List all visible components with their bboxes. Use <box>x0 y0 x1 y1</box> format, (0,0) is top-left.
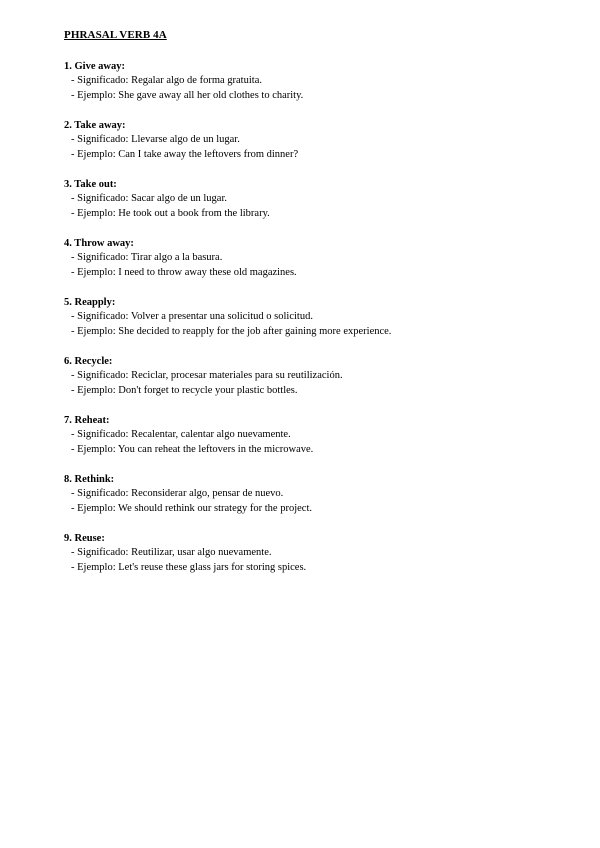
entry-meaning: - Significado: Regalar algo de forma gratuita. <box>71 75 262 86</box>
entry-meaning: - Significado: Reutilizar, usar algo nuevamente. <box>71 547 272 558</box>
entry-heading: 4. Throw away: <box>64 238 134 249</box>
document-title: PHRASAL VERB 4A <box>64 29 167 41</box>
entry-heading: 1. Give away: <box>64 61 125 72</box>
entry-example: - Ejemplo: She gave away all her old clothes to charity. <box>71 89 304 101</box>
entry-meaning: - Significado: Sacar algo de un lugar. <box>71 193 227 204</box>
entry-heading: 7. Reheat: <box>64 415 110 426</box>
entry-example: - Ejemplo: Can I take away the leftovers from dinner? <box>71 148 299 160</box>
phrasal-verb-entry-7 <box>64 414 564 457</box>
phrasal-verb-entry-9 <box>64 532 564 575</box>
entry-example: - Ejemplo: You can reheat the leftovers in the microwave. <box>71 443 314 455</box>
document-page <box>64 29 564 591</box>
entry-example: - Ejemplo: I need to throw away these old magazines. <box>71 266 297 278</box>
entry-heading: 5. Reapply: <box>64 297 116 308</box>
entry-example: - Ejemplo: Let's reuse these glass jars for storing spices. <box>71 561 307 573</box>
entry-meaning: - Significado: Tirar algo a la basura. <box>71 252 223 263</box>
phrasal-verb-entry-2 <box>64 119 564 162</box>
entry-meaning: - Significado: Recalentar, calentar algo nuevamente. <box>71 429 291 440</box>
entry-example: - Ejemplo: She decided to reapply for the job after gaining more experience. <box>71 325 392 337</box>
phrasal-verb-entry-4 <box>64 237 564 280</box>
phrasal-verb-entry-3 <box>64 178 564 221</box>
entry-heading: 6. Recycle: <box>64 356 113 367</box>
entry-example: - Ejemplo: We should rethink our strategy for the project. <box>71 502 312 514</box>
entry-heading: 3. Take out: <box>64 179 117 190</box>
entry-heading: 9. Reuse: <box>64 533 105 544</box>
entry-meaning: - Significado: Volver a presentar una solicitud o solicitud. <box>71 311 313 322</box>
entry-heading: 8. Rethink: <box>64 474 115 485</box>
phrasal-verb-entry-6 <box>64 355 564 398</box>
entry-meaning: - Significado: Reciclar, procesar materiales para su reutilización. <box>71 370 343 381</box>
entry-example: - Ejemplo: Don't forget to recycle your plastic bottles. <box>71 384 298 396</box>
entry-meaning: - Significado: Reconsiderar algo, pensar de nuevo. <box>71 488 284 499</box>
phrasal-verb-entry-8 <box>64 473 564 516</box>
entry-meaning: - Significado: Llevarse algo de un lugar. <box>71 134 240 145</box>
entry-example: - Ejemplo: He took out a book from the library. <box>71 207 270 219</box>
entry-heading: 2. Take away: <box>64 120 126 131</box>
phrasal-verb-entry-1 <box>64 60 564 103</box>
phrasal-verb-entry-5 <box>64 296 564 339</box>
